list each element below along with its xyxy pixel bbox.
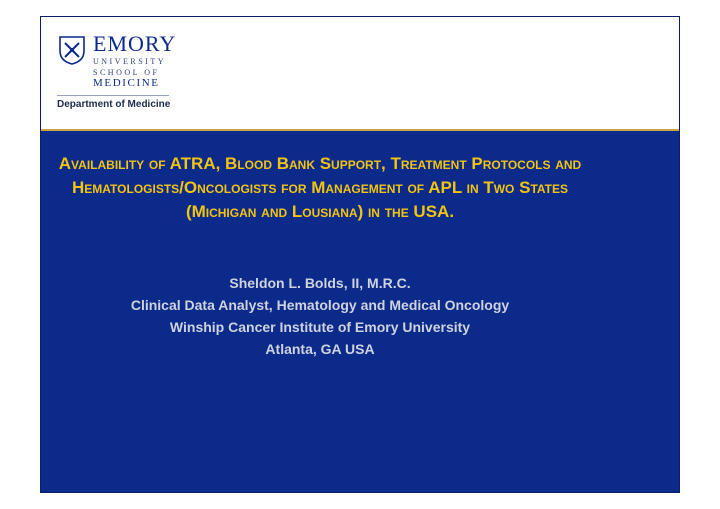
author-name: Sheldon L. Bolds, II, M.R.C. [229,275,411,291]
author-block [40,272,600,360]
slide-title: Availability of ATRA, Blood Bank Support, Treatment Protocols and Hematologists/Oncologists for Management of APL in Two States (Michigan and Lousiana) in the USA. [58,154,582,221]
emory-logo [59,33,199,93]
author-location: Atlanta, GA USA [265,341,375,357]
logo-line-emory: EMORY [93,31,177,56]
shield-icon [59,35,85,65]
gold-rule [41,129,679,131]
logo-line-medicine: MEDICINE [93,77,160,89]
author-role: Clinical Data Analyst, Hematology and Medical Oncology [130,297,510,313]
department-label: Department of Medicine [57,99,171,110]
logo-line-school: SCHOOL OF [93,68,160,77]
slide-header [41,17,679,129]
slide [40,16,680,493]
logo-line-university: UNIVERSITY [93,57,166,66]
logo-wordmark [93,33,176,89]
author-institution: Winship Cancer Institute of Emory University [169,319,471,335]
header-divider [57,95,169,96]
